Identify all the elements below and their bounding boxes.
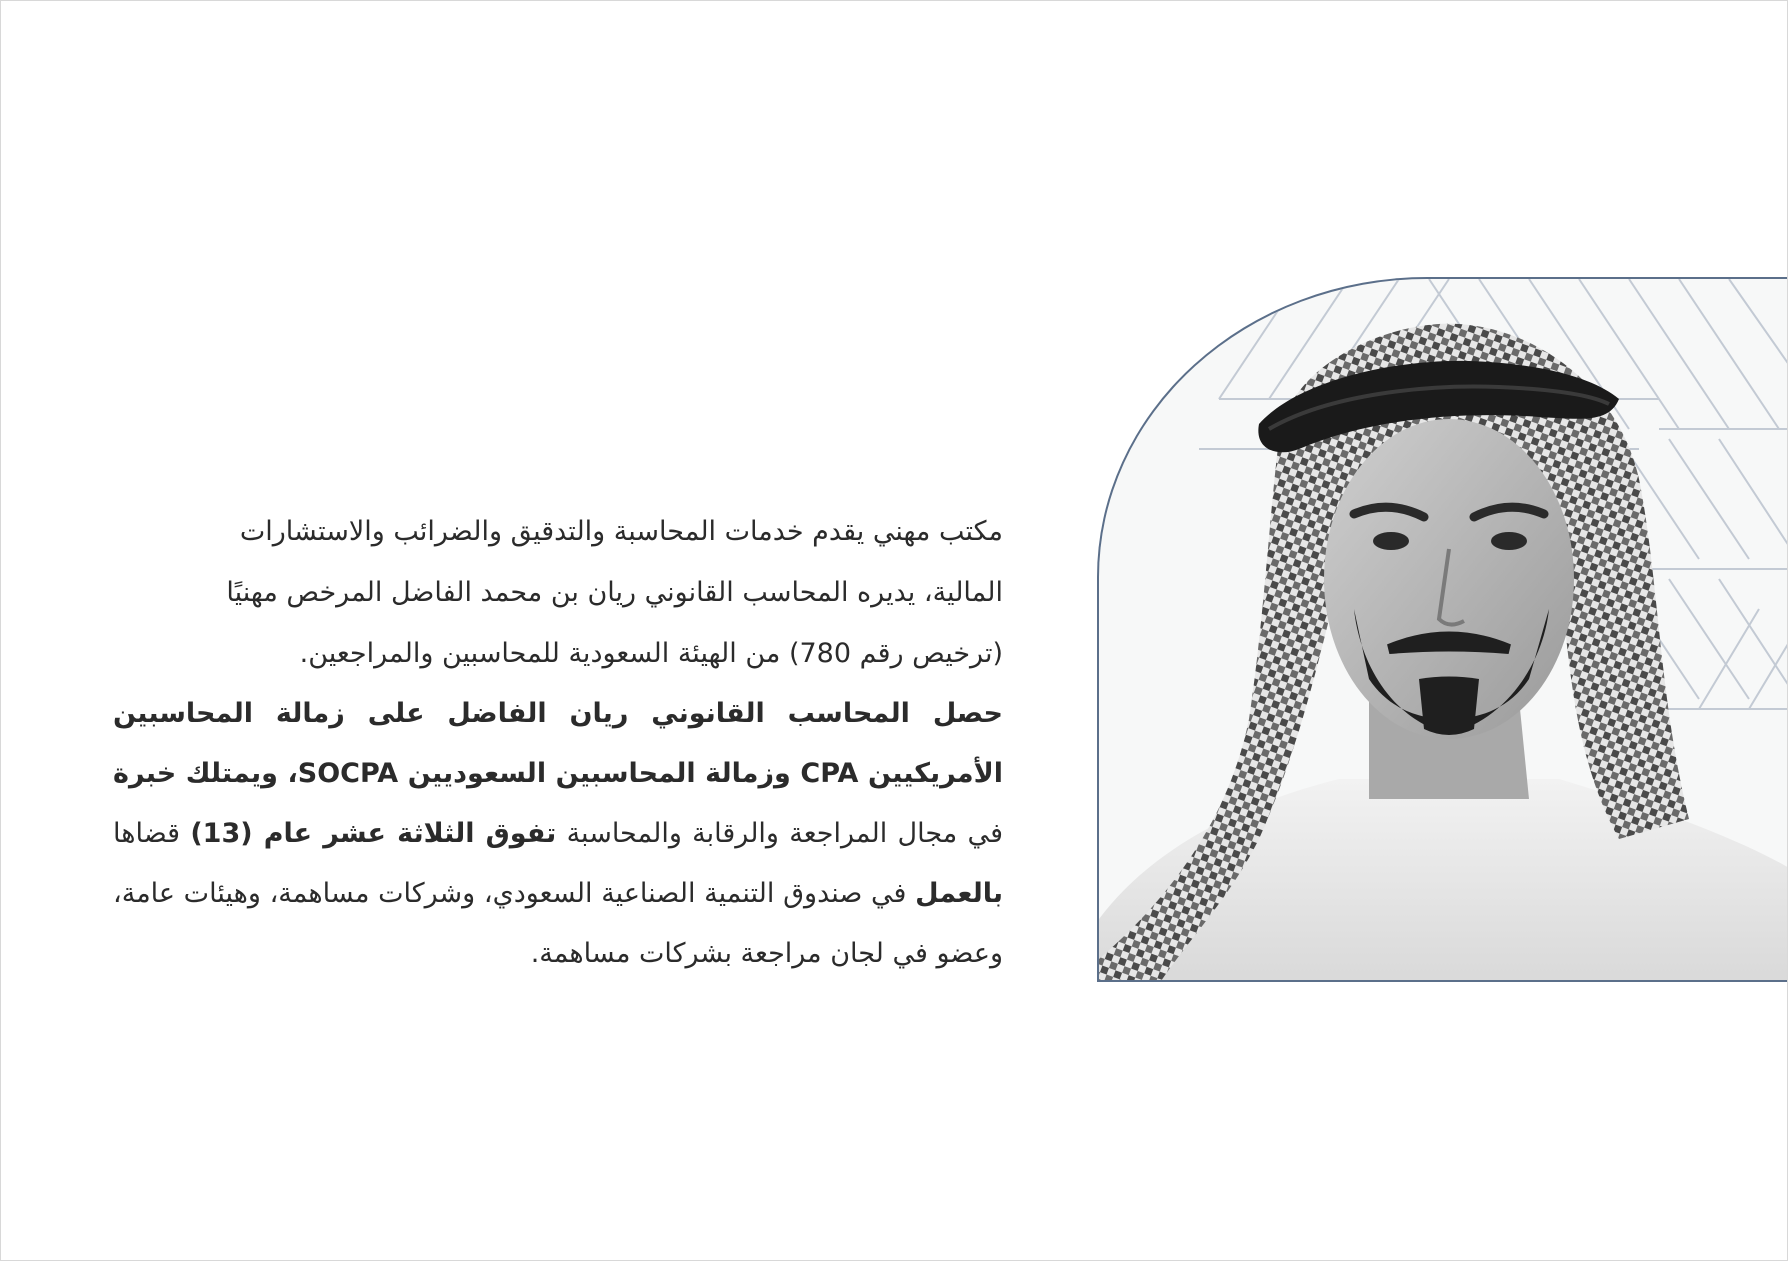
intro-line-2: المالية، يديره المحاسب القانوني ريان بن محمد الفاضل المرخص مهنيًا	[226, 577, 1003, 608]
bio-text-1: في مجال المراجعة والرقابة والمحاسبة	[556, 818, 1003, 849]
bio-text-2: قضاها	[113, 818, 191, 849]
portrait-illustration	[1099, 279, 1788, 982]
goatee	[1419, 677, 1479, 736]
left-eye	[1373, 532, 1409, 550]
company-description	[113, 501, 1003, 984]
mustache	[1389, 637, 1509, 650]
intro-line-1: مكتب مهني يقدم خدمات المحاسبة والتدقيق والضرائب والاستشارات	[239, 516, 1003, 547]
portrait-frame	[1097, 277, 1788, 982]
bio-lead-bold: حصل المحاسب القانوني ريان الفاضل على زمالة المحاسبين الأمريكيين CPA وزمالة المحاسبين السعوديين SOCPA، ويمتلك خبرة	[113, 698, 1003, 789]
bio-bold-work: بالعمل	[915, 878, 1003, 909]
intro-line-3: (ترخيص رقم 780) من الهيئة السعودية للمحاسبين والمراجعين.	[299, 638, 1003, 669]
intro-paragraph	[113, 501, 1003, 684]
bio-text-3: في صندوق التنمية الصناعية السعودي، وشركات مساهمة، وهيئات عامة، وعضو في لجان مراجعة بشركات مساهمة.	[113, 878, 1003, 969]
right-eye	[1491, 532, 1527, 550]
bio-bold-experience: تفوق الثلاثة عشر عام (13)	[190, 818, 557, 849]
bio-paragraph	[113, 684, 1003, 984]
